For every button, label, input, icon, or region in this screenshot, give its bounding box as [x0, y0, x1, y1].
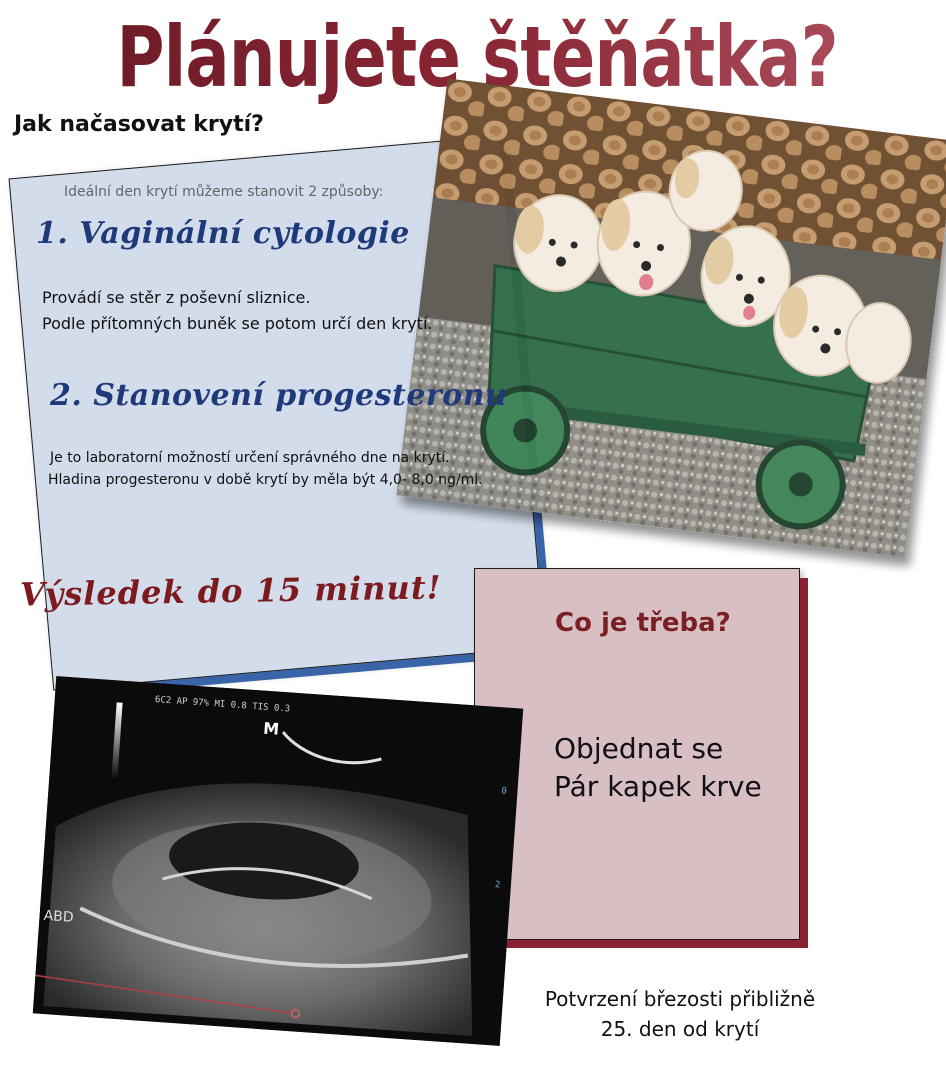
confirmation-line1: Potvrzení březosti přibližně	[544, 987, 816, 1011]
methods-intro: Ideální den krytí můžeme stanovit 2 způsoby:	[64, 184, 384, 200]
requirements-title: Co je třeba?	[555, 608, 731, 638]
result-time: Výsledek do 15 minut!	[19, 568, 442, 614]
svg-text:2: 2	[494, 880, 501, 891]
ultrasound-header: 6C2 AP 97% MI 0.8 TIS 0.3	[154, 695, 291, 715]
page-title: Plánujete štěňátka?	[108, 8, 846, 106]
svg-text:0: 0	[501, 786, 508, 797]
method2-line2: Hladina progesteronu v době krytí by měla být 4,0- 8,0 ng/ml.	[48, 472, 483, 488]
requirement-item: Pár kapek krve	[554, 770, 762, 803]
method2-line1: Je to laboratorní možností určení správného dne na krytí.	[50, 450, 450, 466]
method2-heading: 2. Stanovení progesteronu	[50, 378, 508, 413]
ultrasound-marker: M	[262, 718, 280, 739]
ultrasound-image	[33, 676, 523, 1046]
page-subtitle: Jak načasovat krytí?	[14, 112, 264, 137]
ultrasound-label: ABD	[43, 907, 75, 926]
method1-line1: Provádí se stěr z poševní sliznice.	[42, 288, 311, 307]
pregnancy-confirmation	[480, 984, 880, 1044]
method1-line2: Podle přítomných buněk se potom určí den krytí.	[42, 314, 433, 333]
confirmation-line2: 25. den od krytí	[600, 1017, 760, 1041]
requirement-item: Objednat se	[554, 732, 724, 765]
method1-heading: 1. Vaginální cytologie	[36, 216, 410, 251]
